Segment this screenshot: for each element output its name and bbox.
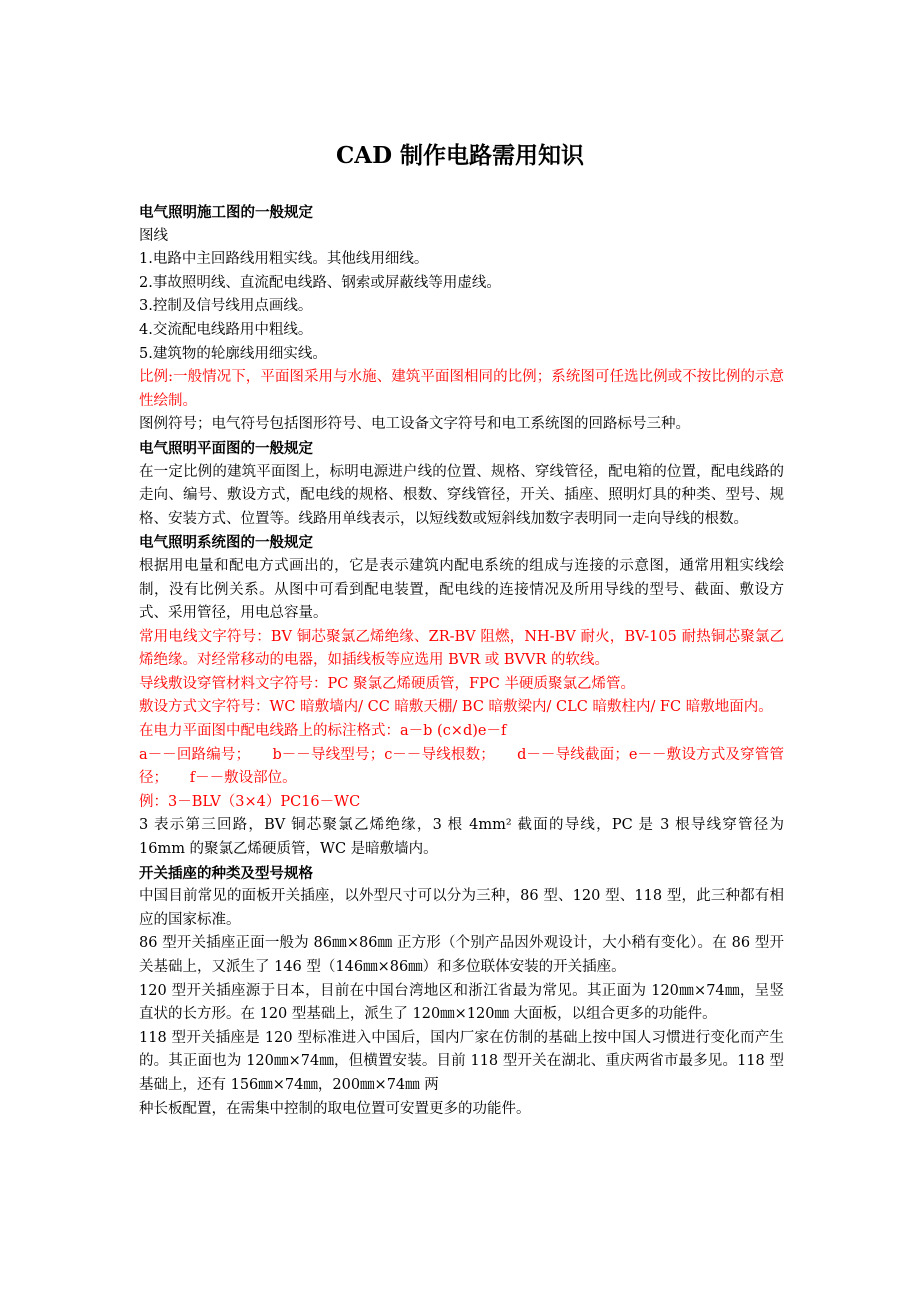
rule-item-2: 2.事故照明线、直流配电线路、钢索或屏蔽线等用虚线。 [139,274,501,291]
long-panel-paragraph: 种长板配置，在需集中控制的取电位置可安置更多的功能件。 [139,1100,531,1117]
document-body [139,201,784,1121]
lighting-plan-paragraph: 在一定比例的建筑平面图上，标明电源进户线的位置、规格、穿线管径，配电箱的位置，配电线路的走向、编号、敷设方式，配电线的规格、根数、穿线管径，开关、插座、照明灯具的种类、型号、规格、安装方式、位置等。线路用单线表示，以短线数或短斜线加数字表明同一走向导线的根数。 [139,463,784,527]
type-120-paragraph: 120 型开关插座源于日本，目前在中国台湾地区和浙江省最为常见。其正面为 120㎜×74㎜，呈竖直状的长方形。在 120 型基础上，派生了 120㎜×120㎜ 大面板，以组合更多的功能件。 [139,982,784,1023]
annotation-format-note: 在电力平面图中配电线路上的标注格式：a－b (c×d)e－f [139,723,507,740]
switch-socket-types-paragraph: 中国目前常见的面板开关插座，以外型尺寸可以分为三种，86 型、120 型、118 型，此三种都有相应的国家标准。 [139,888,784,928]
section-heading-lighting-plan: 电气照明平面图的一般规定 [139,439,313,457]
subheading-lines: 图线 [139,227,168,244]
rule-item-4: 4.交流配电线路用中粗线。 [139,321,313,338]
scale-note: 比例:一般情况下，平面图采用与水施、建筑平面图相同的比例；系统图可任选比例或不按比例的示意性绘制。 [139,369,784,409]
annotation-example-explanation: 3 表示第三回路，BV 铜芯聚氯乙烯绝缘，3 根 4mm² 截面的导线，PC 是 3 根导线穿管径为 16mm 的聚氯乙烯硬质管，WC 是暗敷墙内。 [139,817,784,858]
annotation-format-legend: a－－回路编号； b－－导线型号；c－－导线根数； d－－导线截面；e－－敷设方式及穿管管径； f－－敷设部位。 [139,746,784,787]
conduit-material-note: 导线敷设穿管材料文字符号：PC 聚氯乙烯硬质管，FPC 半硬质聚氯乙烯管。 [139,675,635,692]
rule-item-3: 3.控制及信号线用点画线。 [139,298,313,315]
rule-item-5: 5.建筑物的轮廓线用细实线。 [139,345,327,362]
lighting-system-paragraph: 根据用电量和配电方式画出的，它是表示建筑内配电系统的组成与连接的示意图，通常用粗实线绘制，没有比例关系。从图中可看到配电装置，配电线的连接情况及所用导线的型号、截面、敷设方式、采用管径，用电总容量。 [139,557,784,622]
type-118-paragraph: 118 型开关插座是 120 型标准进入中国后，国内厂家在仿制的基础上按中国人习惯进行变化而产生的。其正面也为 120㎜×74㎜，但横置安装。目前 118 型开关在湖北、重庆两省市最多见。118 型基础上，还有 156㎜×74㎜，200㎜×74㎜ 两 [139,1029,784,1093]
type-86-paragraph: 86 型开关插座正面一般为 86㎜×86㎜ 正方形（个别产品因外观设计，大小稍有变化）。在 86 型开关基础上，又派生了 146 型（146㎜×86㎜）和多位联体安装的开关插座。 [139,935,784,975]
page-title: CAD 制作电路需用知识 [335,142,585,169]
section-heading-switch-sockets: 开关插座的种类及型号规格 [139,864,313,882]
wire-symbols-note: 常用电线文字符号：BV 铜芯聚氯乙烯绝缘、ZR-BV 阻燃，NH-BV 耐火，BV-105 耐热铜芯聚氯乙烯绝缘。对经常移动的电器，如插线板等应选用 BVR 或 BVVR 的软线。 [139,628,784,669]
section-heading-lighting-system: 电气照明系统图的一般规定 [139,534,313,552]
rule-item-1: 1.电路中主回路线用粗实线。其他线用细线。 [139,251,429,268]
section-heading-lighting-construction: 电气照明施工图的一般规定 [139,204,313,221]
legend-symbols-paragraph: 图例符号；电气符号包括图形符号、电工设备文字符号和电工系统图的回路标号三种。 [139,416,690,433]
laying-method-note: 敷设方式文字符号：WC 暗敷墙内/ CC 暗敷天棚/ BC 暗敷梁内/ CLC 暗敷柱内/ FC 暗敷地面内。 [139,699,773,716]
annotation-example: 例：3－BLV（3×4）PC16－WC [139,793,361,810]
